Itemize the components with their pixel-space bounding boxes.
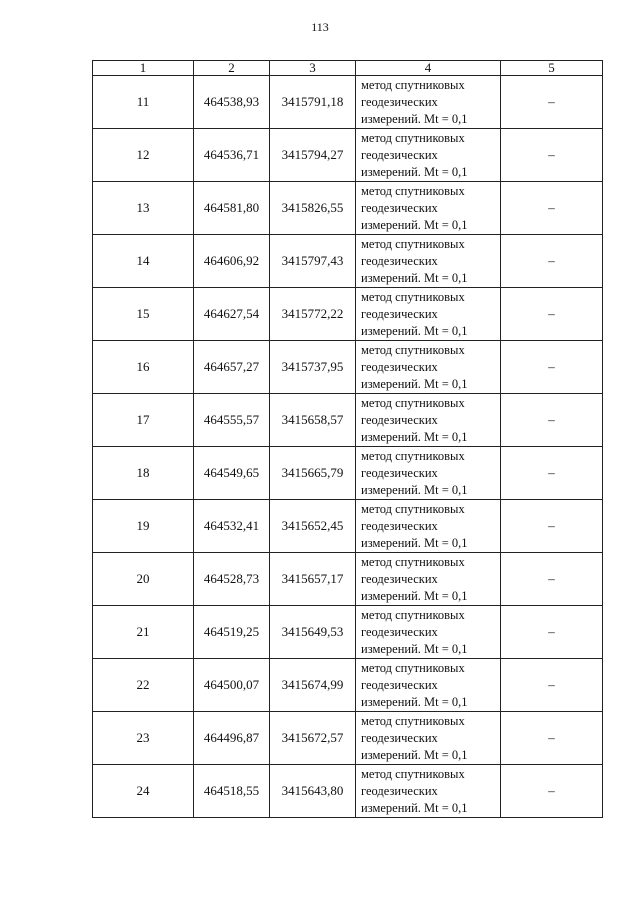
table-row	[93, 182, 603, 235]
table-row	[93, 500, 603, 553]
method-text-line: геодезических	[361, 200, 438, 215]
method-text-line: геодезических	[361, 730, 438, 745]
note-cell: –	[501, 182, 603, 235]
method-text-line: измерений. Mt = 0,1	[361, 323, 468, 338]
table-body	[93, 76, 603, 818]
y-coordinate-cell: 3415672,57	[270, 712, 356, 765]
point-number-cell: 21	[93, 606, 194, 659]
x-coordinate-cell: 464627,54	[194, 288, 270, 341]
method-text-line: геодезических	[361, 306, 438, 321]
method-cell	[356, 500, 501, 553]
method-text-line: метод спутниковых	[361, 183, 465, 198]
note-cell: –	[501, 712, 603, 765]
note-cell: –	[501, 659, 603, 712]
method-text-line: метод спутниковых	[361, 289, 465, 304]
y-coordinate-cell: 3415794,27	[270, 129, 356, 182]
point-number-cell: 23	[93, 712, 194, 765]
note-cell: –	[501, 76, 603, 129]
column-header-4: 4	[356, 61, 501, 76]
y-coordinate-cell: 3415665,79	[270, 447, 356, 500]
x-coordinate-cell: 464532,41	[194, 500, 270, 553]
table-row	[93, 447, 603, 500]
method-text-line: измерений. Mt = 0,1	[361, 641, 468, 656]
note-cell: –	[501, 288, 603, 341]
method-text-line: метод спутниковых	[361, 607, 465, 622]
y-coordinate-cell: 3415737,95	[270, 341, 356, 394]
note-cell: –	[501, 235, 603, 288]
method-text-line: геодезических	[361, 465, 438, 480]
table-row	[93, 553, 603, 606]
page-number: 113	[311, 20, 329, 34]
x-coordinate-cell: 464606,92	[194, 235, 270, 288]
method-text-line: метод спутниковых	[361, 77, 465, 92]
method-text-line: измерений. Mt = 0,1	[361, 164, 468, 179]
note-cell: –	[501, 765, 603, 818]
x-coordinate-cell: 464538,93	[194, 76, 270, 129]
method-cell	[356, 235, 501, 288]
method-text-line: геодезических	[361, 571, 438, 586]
method-text-line: измерений. Mt = 0,1	[361, 747, 468, 762]
point-number-cell: 17	[93, 394, 194, 447]
point-number-cell: 12	[93, 129, 194, 182]
table-row	[93, 129, 603, 182]
point-number-cell: 20	[93, 553, 194, 606]
header-row	[93, 61, 603, 76]
y-coordinate-cell: 3415657,17	[270, 553, 356, 606]
point-number-cell: 24	[93, 765, 194, 818]
note-cell: –	[501, 394, 603, 447]
method-text-line: измерений. Mt = 0,1	[361, 800, 468, 815]
y-coordinate-cell: 3415649,53	[270, 606, 356, 659]
table-row	[93, 659, 603, 712]
method-text-line: метод спутниковых	[361, 236, 465, 251]
x-coordinate-cell: 464581,80	[194, 182, 270, 235]
note-cell: –	[501, 447, 603, 500]
x-coordinate-cell: 464555,57	[194, 394, 270, 447]
method-text-line: метод спутниковых	[361, 660, 465, 675]
method-cell	[356, 765, 501, 818]
method-cell	[356, 341, 501, 394]
method-text-line: измерений. Mt = 0,1	[361, 429, 468, 444]
y-coordinate-cell: 3415643,80	[270, 765, 356, 818]
method-text-line: метод спутниковых	[361, 130, 465, 145]
table-row	[93, 765, 603, 818]
method-text-line: геодезических	[361, 518, 438, 533]
method-text-line: геодезических	[361, 94, 438, 109]
method-cell	[356, 394, 501, 447]
table-row	[93, 394, 603, 447]
note-cell: –	[501, 606, 603, 659]
method-text-line: метод спутниковых	[361, 395, 465, 410]
method-text-line: измерений. Mt = 0,1	[361, 217, 468, 232]
method-text-line: метод спутниковых	[361, 448, 465, 463]
method-cell	[356, 76, 501, 129]
note-cell: –	[501, 341, 603, 394]
point-number-cell: 15	[93, 288, 194, 341]
point-number-cell: 19	[93, 500, 194, 553]
method-text-line: измерений. Mt = 0,1	[361, 376, 468, 391]
method-text-line: измерений. Mt = 0,1	[361, 588, 468, 603]
table-row	[93, 235, 603, 288]
method-cell	[356, 606, 501, 659]
table-row	[93, 712, 603, 765]
y-coordinate-cell: 3415772,22	[270, 288, 356, 341]
y-coordinate-cell: 3415674,99	[270, 659, 356, 712]
x-coordinate-cell: 464536,71	[194, 129, 270, 182]
method-text-line: геодезических	[361, 783, 438, 798]
x-coordinate-cell: 464657,27	[194, 341, 270, 394]
point-number-cell: 14	[93, 235, 194, 288]
note-cell: –	[501, 500, 603, 553]
method-cell	[356, 553, 501, 606]
point-number-cell: 18	[93, 447, 194, 500]
table-row	[93, 288, 603, 341]
point-number-cell: 11	[93, 76, 194, 129]
method-text-line: геодезических	[361, 359, 438, 374]
x-coordinate-cell: 464549,65	[194, 447, 270, 500]
method-cell	[356, 447, 501, 500]
column-header-5: 5	[501, 61, 603, 76]
x-coordinate-cell: 464496,87	[194, 712, 270, 765]
method-text-line: измерений. Mt = 0,1	[361, 535, 468, 550]
x-coordinate-cell: 464528,73	[194, 553, 270, 606]
coordinates-table	[92, 60, 603, 818]
point-number-cell: 22	[93, 659, 194, 712]
method-cell	[356, 182, 501, 235]
x-coordinate-cell: 464518,55	[194, 765, 270, 818]
method-text-line: метод спутниковых	[361, 713, 465, 728]
y-coordinate-cell: 3415797,43	[270, 235, 356, 288]
method-text-line: геодезических	[361, 677, 438, 692]
method-text-line: геодезических	[361, 147, 438, 162]
column-header-2: 2	[194, 61, 270, 76]
table-row	[93, 76, 603, 129]
point-number-cell: 13	[93, 182, 194, 235]
note-cell: –	[501, 553, 603, 606]
method-text-line: измерений. Mt = 0,1	[361, 270, 468, 285]
x-coordinate-cell: 464519,25	[194, 606, 270, 659]
column-header-1: 1	[93, 61, 194, 76]
method-text-line: геодезических	[361, 624, 438, 639]
method-text-line: метод спутниковых	[361, 501, 465, 516]
method-cell	[356, 712, 501, 765]
method-cell	[356, 659, 501, 712]
method-text-line: измерений. Mt = 0,1	[361, 482, 468, 497]
method-cell	[356, 129, 501, 182]
y-coordinate-cell: 3415826,55	[270, 182, 356, 235]
y-coordinate-cell: 3415652,45	[270, 500, 356, 553]
method-text-line: метод спутниковых	[361, 554, 465, 569]
table-row	[93, 341, 603, 394]
method-cell	[356, 288, 501, 341]
method-text-line: измерений. Mt = 0,1	[361, 694, 468, 709]
y-coordinate-cell: 3415791,18	[270, 76, 356, 129]
point-number-cell: 16	[93, 341, 194, 394]
note-cell: –	[501, 129, 603, 182]
y-coordinate-cell: 3415658,57	[270, 394, 356, 447]
x-coordinate-cell: 464500,07	[194, 659, 270, 712]
method-text-line: геодезических	[361, 412, 438, 427]
method-text-line: геодезических	[361, 253, 438, 268]
method-text-line: метод спутниковых	[361, 766, 465, 781]
method-text-line: метод спутниковых	[361, 342, 465, 357]
column-header-3: 3	[270, 61, 356, 76]
method-text-line: измерений. Mt = 0,1	[361, 111, 468, 126]
table-row	[93, 606, 603, 659]
